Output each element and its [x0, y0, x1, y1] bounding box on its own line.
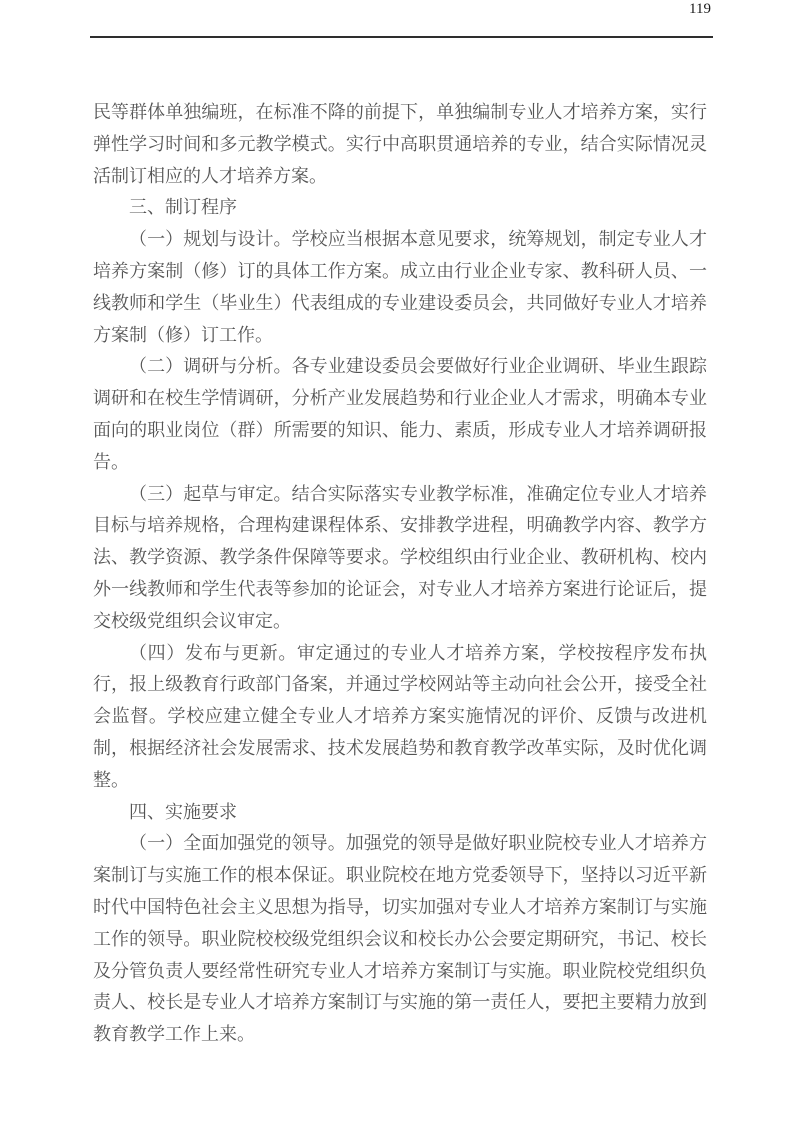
- paragraph-continuation: 民等群体单独编班，在标准不降的前提下，单独编制专业人才培养方案，实行弹性学习时间和多元教学模式。实行中高职贯通培养的专业，结合实际情况灵活制订相应的人才培养方案。: [93, 102, 707, 186]
- paragraph-3-4-publish-update: （四）发布与更新。审定通过的专业人才培养方案，学校按程序发布执行，报上级教育行政部门备案，并通过学校网站等主动向社会公开，接受全社会监督。学校应建立健全专业人才培养方案实施情况的评价、反馈与改进机制，根据经济社会发展需求、技术发展趋势和教育教学改革实际，及时优化调整。: [93, 642, 707, 790]
- section-heading-3: 三、制订程序: [129, 197, 237, 218]
- paragraph-3-2-research-analysis: （二）调研与分析。各专业建设委员会要做好行业企业调研、毕业生跟踪调研和在校生学情调研，分析产业发展趋势和行业企业人才需求，明确本专业面向的职业岗位（群）所需要的知识、能力、素质，形成专业人才培养调研报告。: [93, 356, 707, 472]
- paragraph-4-1-party-leadership: （一）全面加强党的领导。加强党的领导是做好职业院校专业人才培养方案制订与实施工作的根本保证。职业院校在地方党委领导下，坚持以习近平新时代中国特色社会主义思想为指导，切实加强对专业人才培养方案制订与实施工作的领导。职业院校校级党组织会议和校长办公会要定期研究，书记、校长及分管负责人要经常性研究专业人才培养方案制订与实施。职业院校党组织负责人、校长是专业人才培养方案制订与实施的第一责任人，要把主要精力放到教育教学工作上来。: [93, 833, 707, 1045]
- header-rule: [90, 36, 713, 38]
- paragraph-3-1-planning-design: （一）规划与设计。学校应当根据本意见要求，统筹规划，制定专业人才培养方案制（修）订的具体工作方案。成立由行业企业专家、教科研人员、一线教师和学生（毕业生）代表组成的专业建设委员会，共同做好专业人才培养方案制（修）订工作。: [93, 229, 707, 345]
- document-body: [93, 97, 707, 1051]
- section-heading-4: 四、实施要求: [129, 801, 237, 822]
- paragraph-3-3-draft-approval: （三）起草与审定。结合实际落实专业教学标准，准确定位专业人才培养目标与培养规格，合理构建课程体系、安排教学进程，明确教学内容、教学方法、教学资源、教学条件保障等要求。学校组织由行业企业、教研机构、校内外一线教师和学生代表等参加的论证会，对专业人才培养方案进行论证后，提交校级党组织会议审定。: [93, 483, 707, 631]
- page-number: 119: [689, 1, 711, 17]
